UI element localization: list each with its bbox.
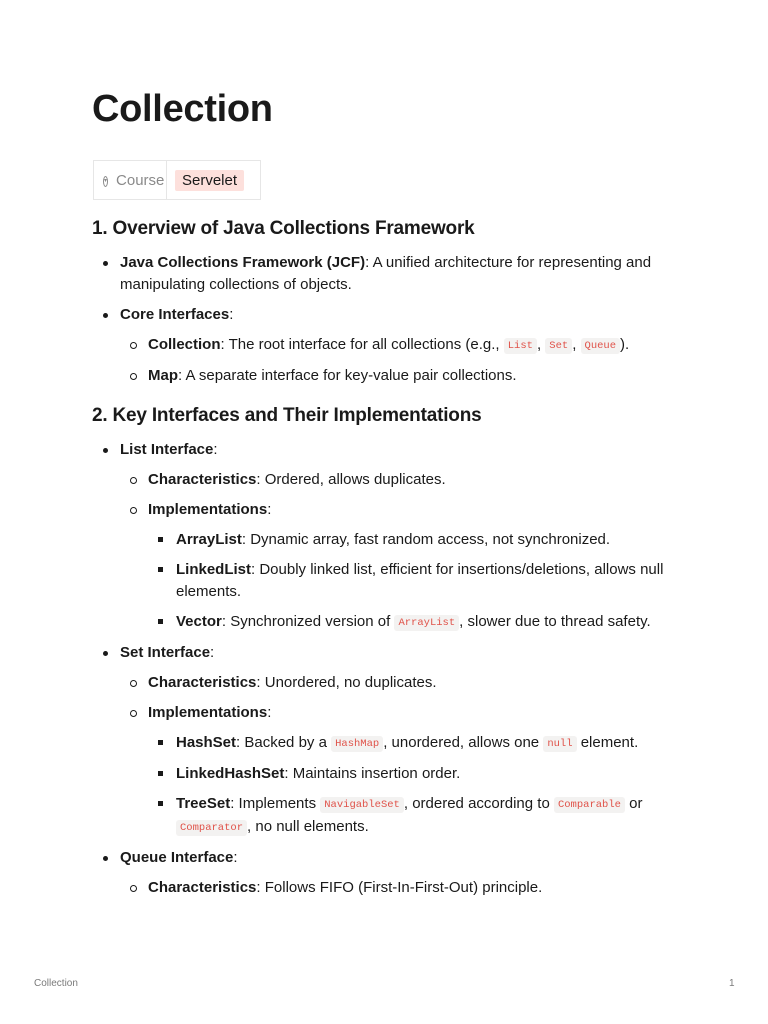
- list-item: [120, 365, 692, 387]
- property-name-label: Course: [116, 171, 165, 189]
- list-item: [92, 847, 692, 899]
- section-heading-interfaces: 2. Key Interfaces and Their Implementations: [92, 405, 482, 426]
- description: : Doubly linked list, efficient for insertions/deletions, allows null elements.: [176, 561, 664, 600]
- sub-list: [120, 672, 692, 839]
- list-item: [148, 763, 692, 785]
- select-property-icon: ▾: [103, 176, 108, 187]
- sub-list: [120, 334, 692, 387]
- separator: ,: [536, 336, 542, 353]
- colon: :: [267, 704, 272, 721]
- list-item: [92, 252, 692, 296]
- term: Implementations: [148, 501, 268, 518]
- description: : Follows FIFO (First-In-First-Out) principle.: [256, 879, 543, 896]
- list-item: [148, 611, 692, 634]
- document-content: [92, 214, 692, 899]
- term: HashSet: [176, 734, 237, 751]
- inline-code: List: [504, 338, 537, 354]
- description: : Implements: [230, 795, 321, 812]
- term: Map: [148, 367, 178, 384]
- list-item: [148, 529, 692, 551]
- list-item: [120, 469, 692, 491]
- property-name: [94, 161, 167, 199]
- description: element.: [576, 734, 639, 751]
- inline-code: HashMap: [331, 736, 383, 752]
- sub-sub-list: [148, 529, 692, 634]
- description: : Maintains insertion order.: [284, 765, 461, 782]
- list-item: [120, 877, 692, 899]
- inline-code: ArrayList: [394, 615, 459, 631]
- term: Vector: [176, 613, 222, 630]
- inline-code: Queue: [581, 338, 621, 354]
- list-item: [148, 732, 692, 755]
- inline-code: null: [543, 736, 576, 752]
- term: Implementations: [148, 704, 268, 721]
- section-heading-overview: 1. Overview of Java Collections Framework: [92, 218, 475, 239]
- property-row: [93, 160, 261, 200]
- list-item: [120, 672, 692, 694]
- sub-list: [120, 469, 692, 634]
- list-item: [92, 642, 692, 839]
- description: , unordered, allows one: [383, 734, 544, 751]
- list-item: [148, 793, 692, 839]
- inline-code: Comparable: [554, 797, 625, 813]
- description: , no null elements.: [247, 818, 369, 835]
- description: : A unified architecture for representing and manipulating collections of objects.: [120, 254, 652, 293]
- term: ArrayList: [176, 531, 242, 548]
- description: : Dynamic array, fast random access, not synchronized.: [241, 531, 611, 548]
- separator: ,: [572, 336, 577, 353]
- course-tag[interactable]: Servelet: [175, 170, 244, 191]
- term: LinkedHashSet: [176, 765, 285, 782]
- term: Collection: [148, 336, 221, 353]
- description: : Synchronized version of: [221, 613, 395, 630]
- description: , ordered according to: [403, 795, 554, 812]
- footer-document-title: Collection: [34, 978, 78, 989]
- description: : Unordered, no duplicates.: [256, 674, 437, 691]
- list-item: [92, 439, 692, 634]
- description: , slower due to thread safety.: [459, 613, 651, 630]
- list-item: [120, 334, 692, 357]
- sub-list: [120, 877, 692, 899]
- description: : A separate interface for key-value pair collections.: [178, 367, 517, 384]
- interfaces-list: [92, 439, 692, 899]
- term: LinkedList: [176, 561, 252, 578]
- term: Core Interfaces: [120, 306, 230, 323]
- page-title: Collection: [92, 88, 273, 130]
- term: Queue Interface: [120, 849, 234, 866]
- description: : Backed by a: [236, 734, 332, 751]
- term: Characteristics: [148, 674, 257, 691]
- term: TreeSet: [176, 795, 231, 812]
- footer-page-number: 1: [729, 978, 735, 989]
- inline-code: Set: [545, 338, 572, 354]
- colon: :: [210, 644, 215, 661]
- property-value[interactable]: [167, 161, 260, 199]
- description: : The root interface for all collections (e.g.,: [220, 336, 504, 353]
- overview-list: [92, 252, 692, 387]
- colon: :: [267, 501, 272, 518]
- term: Java Collections Framework (JCF): [120, 254, 366, 271]
- list-item: [120, 499, 692, 634]
- description: : Ordered, allows duplicates.: [256, 471, 446, 488]
- term: Characteristics: [148, 879, 257, 896]
- colon: :: [213, 441, 218, 458]
- term: Characteristics: [148, 471, 257, 488]
- description: or: [624, 795, 643, 812]
- term: Set Interface: [120, 644, 211, 661]
- description: ).: [620, 336, 630, 353]
- inline-code: Comparator: [176, 820, 247, 836]
- list-item: [120, 702, 692, 839]
- inline-code: NavigableSet: [320, 797, 404, 813]
- term: List Interface: [120, 441, 214, 458]
- sub-sub-list: [148, 732, 692, 839]
- colon: :: [233, 849, 238, 866]
- list-item: [92, 304, 692, 387]
- list-item: [148, 559, 692, 603]
- colon: :: [229, 306, 234, 323]
